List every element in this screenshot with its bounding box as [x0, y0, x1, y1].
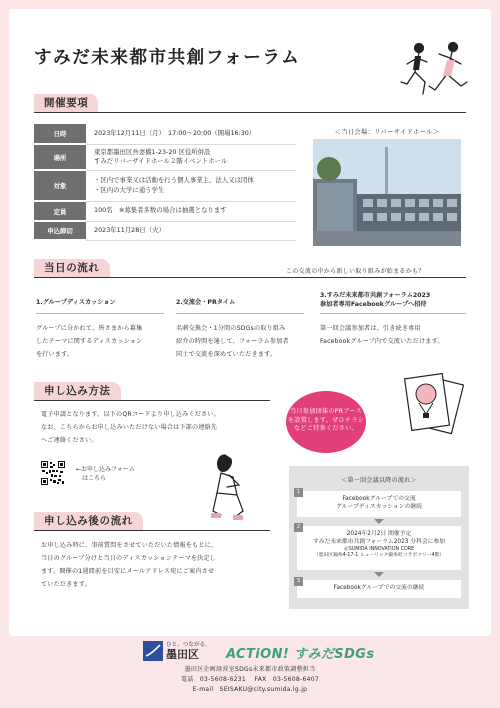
footer-department: 墨田区企画経営室SDGs未来都市政策調整担当	[184, 666, 316, 673]
flow-step-text: 名刺交換会・1分間のSDGsの取り組み 紹介の時間を通して、フォーラム参加者 同士で交流を深めていただきます。	[176, 325, 289, 358]
apply-instructions: 電子申請となります。以下のQRコードより申し込みください。 なお、こちらからお申し込みいただけない場合は下部の連絡先 へご連絡ください。	[41, 411, 220, 444]
section-title: 開催要項	[34, 94, 98, 112]
info-value: ・区内で事業又は活動を行う個人事業主、法人又は団体 ・区内の大学に通う学生	[86, 170, 296, 201]
step-number: 3	[294, 577, 303, 586]
table-row	[34, 170, 296, 201]
table-row	[34, 124, 296, 144]
section-header-overview	[34, 95, 466, 113]
table-row	[34, 201, 296, 221]
info-value: 100名 ※募集者多数の場合は抽選となります	[86, 201, 296, 221]
next-steps-panel	[289, 466, 469, 609]
divider	[320, 313, 466, 314]
step-text: Facebookグループでの交流の継続	[333, 585, 425, 591]
section-header-apply	[34, 383, 270, 401]
flow-step-3	[320, 291, 466, 309]
sumida-city-mark-icon	[143, 641, 163, 661]
section-header-after	[34, 513, 270, 531]
venue-building-image	[313, 139, 461, 246]
info-key: 対象	[34, 170, 86, 201]
qr-label: ←お申し込みフォーム はこちら	[76, 466, 135, 482]
down-arrow-icon	[374, 519, 384, 524]
next-step-2	[297, 526, 461, 570]
next-step-1	[297, 491, 461, 517]
next-step-3	[297, 580, 461, 598]
step-text: 2024年2月2日 開催予定 すみだ未来都市共創フォーラム2023 分科会に参加	[312, 531, 446, 545]
flow-step-title: 2.交流会・PRタイム	[176, 299, 236, 306]
page-title: すみだ未来都市共創フォーラム	[34, 48, 301, 68]
brochure-illustration	[402, 370, 466, 440]
sumida-city-logo	[143, 641, 211, 661]
info-value: 2023年11月28日（火）	[86, 221, 296, 240]
table-row	[34, 221, 296, 240]
table-row	[34, 144, 296, 170]
step-subtext: ＠SUMIDA INNOVATION CORE （墨田区錦糸4-17-1 ヒューリック錦糸町コラボツリー4階）	[313, 547, 445, 558]
flow-step-title: 1.グループディスカッション	[36, 299, 116, 306]
step-text: Facebookグループでの交流 グループディスカッションの継続	[336, 496, 422, 510]
step-number: 1	[294, 488, 303, 497]
section-title: 申し込み方法	[34, 382, 121, 400]
step-number: 2	[294, 523, 303, 532]
info-key: 日時	[34, 124, 86, 144]
pr-booth-bubble	[286, 391, 366, 453]
section-title: 申し込み後の流れ	[34, 512, 143, 530]
info-value: 東京都墨田区吾妻橋1-23-20 区役所併設 すみだリバーサイドホール２階イベントホール	[86, 144, 296, 170]
city-tagline: ひと、つながる。	[166, 641, 211, 648]
section-title: 当日の流れ	[34, 259, 110, 277]
footer-email: E-mail SEISAKU@city.sumida.lg.jp	[192, 686, 308, 693]
event-info-table	[34, 124, 296, 241]
flow-step-text: 第一回会議参加者は、引き続き専用 Facebookグループ内で交流いただけます。	[320, 325, 444, 345]
divider	[36, 313, 164, 314]
flow-tagline: この交流の中から新しい取り組みが始まるかも？	[286, 268, 425, 275]
venue-caption: ＜当日会場：リバーサイドホール＞	[334, 129, 440, 136]
info-key: 場所	[34, 144, 86, 170]
flow-step-2	[176, 298, 304, 307]
info-value: 2023年12月11日（月） 17:00～20:00（開場16:30）	[86, 124, 296, 144]
divider	[176, 313, 304, 314]
info-key: 申込締切	[34, 221, 86, 240]
flow-step-text: グループに分かれて、皆さまから募集 したテーマに関するディスカッション を行います。	[36, 325, 143, 358]
flow-step-1	[36, 298, 164, 307]
venue-photo	[313, 139, 461, 246]
flow-step-title: 3.すみだ未来都市共創フォーラム2023 参加者専用Facebookグループへ招待	[320, 292, 431, 308]
after-application-text: お申し込み時に、事前質問をさせていただいた情報をもとに、 当日のグループ分けと当日のディスカッションテーマを決定し ます。開催の1週間前を目安にメールアドレス宛にご案内させ ていただきます。	[41, 542, 218, 588]
action-sdgs-logo: ACTiON! すみだSDGs	[226, 647, 375, 662]
info-key: 定員	[34, 201, 86, 221]
down-arrow-icon	[374, 572, 384, 577]
next-steps-header: ＜第一回会議以降の流れ＞	[341, 477, 417, 484]
footer-phone: 電話 03-5608-6231 FAX 03-5608-6407	[181, 676, 319, 683]
city-name: 墨田区	[166, 647, 199, 661]
qr-code-icon[interactable]	[41, 461, 65, 485]
pr-booth-text: 当日参加団体のPRブース を設置します。ぜひチラシ などご持参ください。	[287, 408, 365, 432]
